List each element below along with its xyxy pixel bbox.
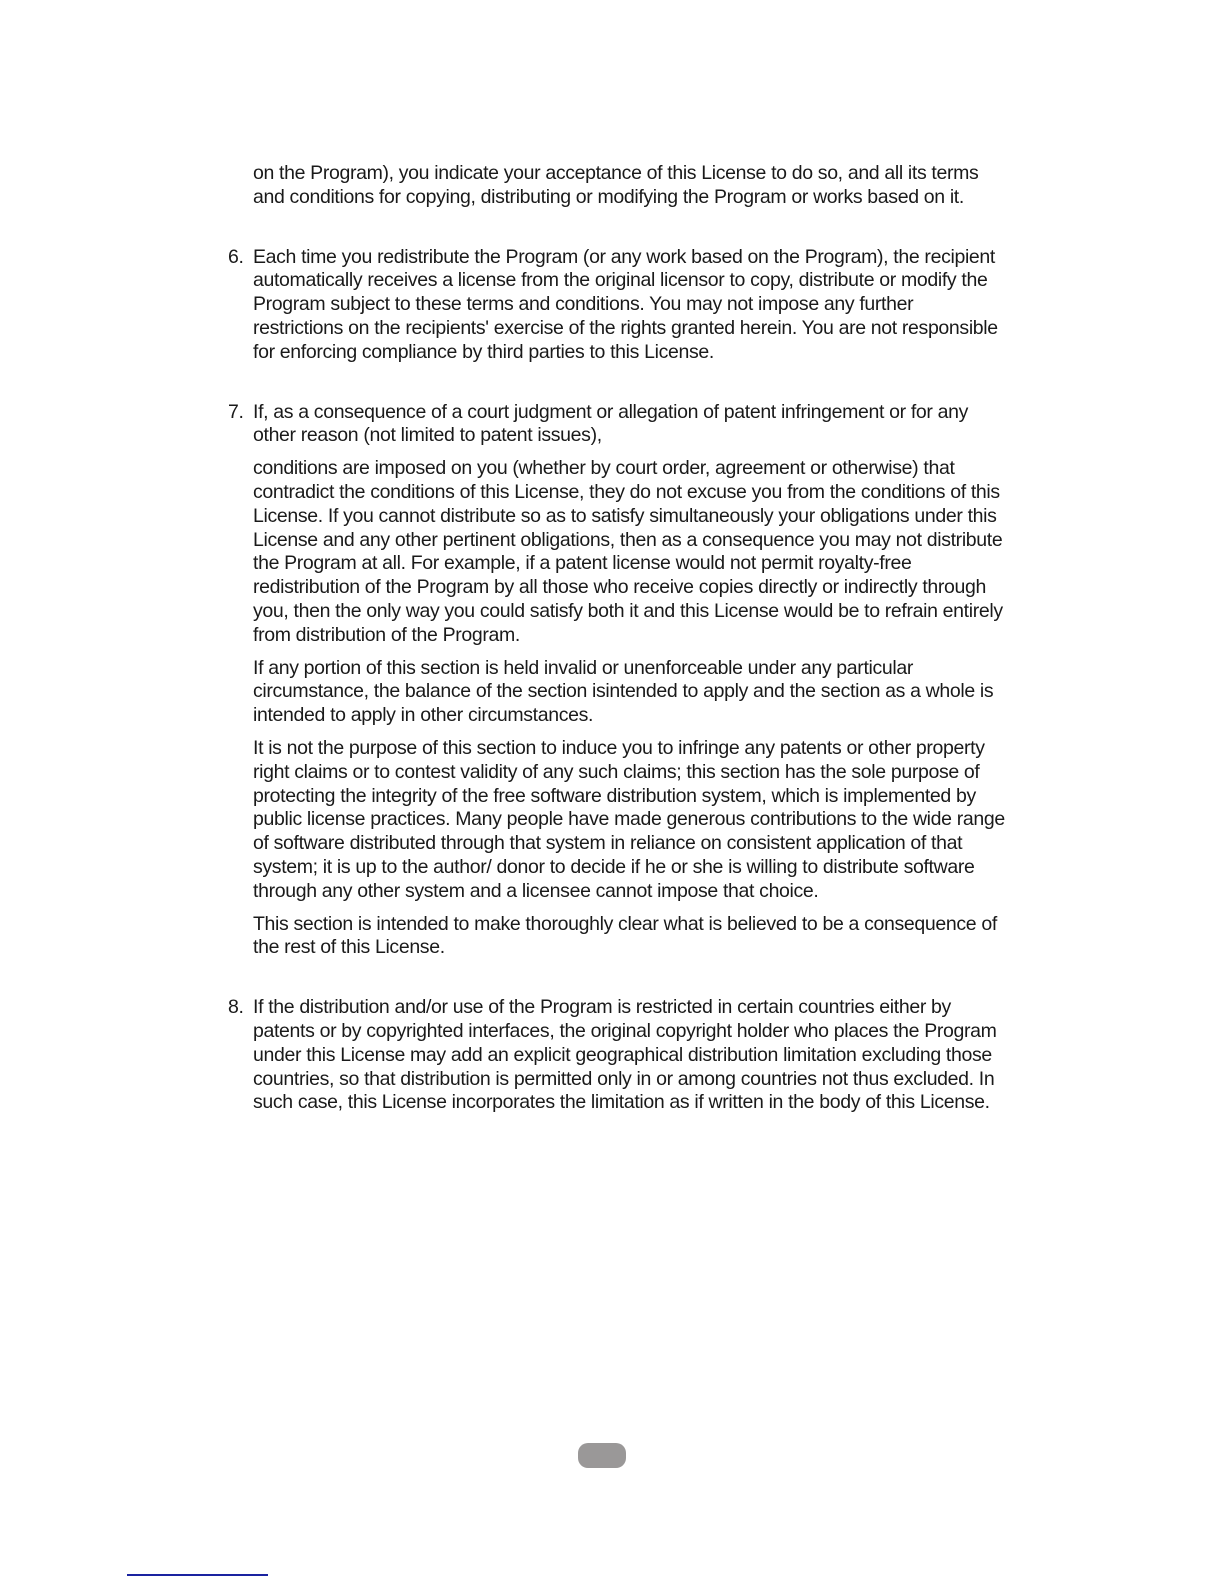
- section-paragraph: Each time you redistribute the Program (or any work based on the Program), the recipient automatically receives a license from the original licensor to copy, distribute or modify the Program subject to these terms and conditions. You may not impose any further restrictions on the recipients' exercise of the rights granted herein. You are not responsible for enforcing compliance by third parties to this License.: [253, 245, 998, 363]
- section-paragraph: If the distribution and/or use of the Program is restricted in certain countries either by patents or by copyrighted interfaces, the original copyright holder who places the Program under this License may add an explicit geographical distribution limitation excluding those countries, so that distribution is permitted only in or among countries not thus excluded. In such case, this License incorporates the limitation as if written in the body of this License.: [253, 996, 997, 1114]
- section-paragraph: This section is intended to make thoroughly clear what is believed to be a consequence of the rest of this License.: [253, 912, 997, 959]
- intro-paragraph: on the Program), you indicate your acceptance of this License to do so, and all its terms and conditions for copying, distributing or modifying the Program or works based on it.: [253, 162, 979, 208]
- document-body: [228, 162, 1008, 1124]
- section-paragraph: It is not the purpose of this section to induce you to infringe any patents or other property right claims or to contest validity of any such claims; this section has the sole purpose of protecting the integrity of the free software distribution system, which is implemented by public license practices. Many people have made generous contributions to the wide range of software distributed through that system in reliance on consistent application of that system; it is up to the author/ donor to decide if he or she is willing to distribute software through any other system and a licensee cannot impose that choice.: [253, 736, 1005, 902]
- section-7: [228, 401, 1008, 961]
- section-number: 8.: [228, 996, 244, 1019]
- section-paragraph: If, as a consequence of a court judgment or allegation of patent infringement or for any other reason (not limited to patent issues),: [253, 400, 968, 447]
- section-6: [228, 246, 1008, 365]
- section-8: [228, 996, 1008, 1115]
- footer-rule: [127, 1574, 268, 1576]
- page-number-badge: [578, 1443, 626, 1468]
- section-number: 7.: [228, 400, 244, 423]
- section-paragraph: conditions are imposed on you (whether by court order, agreement or otherwise) that contradict the conditions of this License, they do not excuse you from the conditions of this License. If you cannot distribute so as to satisfy simultaneously your obligations under this License and any other pertinent obligations, then as a consequence you may not distribute the Program at all. For example, if a patent license would not permit royalty-free redistribution of the Program by all those who receive copies directly or indirectly through you, then the only way you could satisfy both it and this License would be to refrain entirely from distribution of the Program.: [253, 457, 1003, 646]
- section-paragraph: If any portion of this section is held invalid or unenforceable under any particular circumstance, the balance of the section isintended to apply and the section as a whole is intended to apply in other circumstances.: [253, 656, 994, 727]
- section-number: 6.: [228, 245, 244, 268]
